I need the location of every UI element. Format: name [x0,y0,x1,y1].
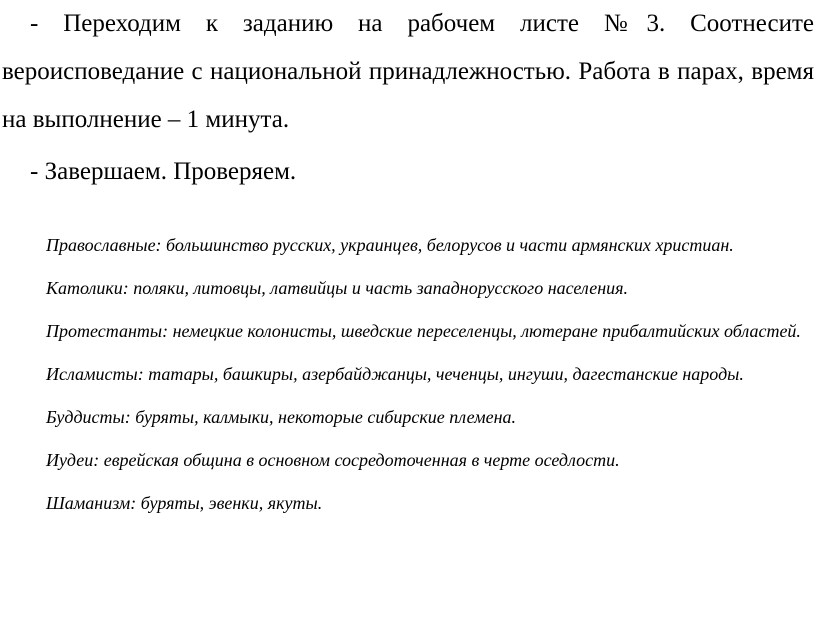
answer-shamanism: Шаманизм: буряты, эвенки, якуты. [46,493,323,513]
answer-protestants: Протестанты: немецкие колонисты, шведские переселенцы, лютеране прибалтийских областей. [46,321,801,341]
answer-key [2,228,814,529]
instruction-paragraph-task: - Переходим к заданию на рабочем листе №3. Соотнесите вероисповедание с национальной принадлежностью. Работа в парах, время на выполнение – 1 минута. [2,10,814,133]
instruction-paragraph-check: - Завершаем. Проверяем. [30,158,297,185]
teacher-instructions [2,0,814,196]
answer-jews: Иудеи: еврейская община в основном сосредоточенная в черте оседлости. [46,450,620,470]
answer-buddhists: Буддисты: буряты, калмыки, некоторые сибирские племена. [46,407,517,427]
answer-catholics: Католики: поляки, литовцы, латвийцы и часть западнорусского населения. [46,278,628,298]
answer-muslims: Исламисты: татары, башкиры, азербайджанцы, чеченцы, ингуши, дагестанские народы. [46,364,744,384]
answer-orthodox: Православные: большинство русских, украинцев, белорусов и части армянских христиан. [46,235,734,255]
